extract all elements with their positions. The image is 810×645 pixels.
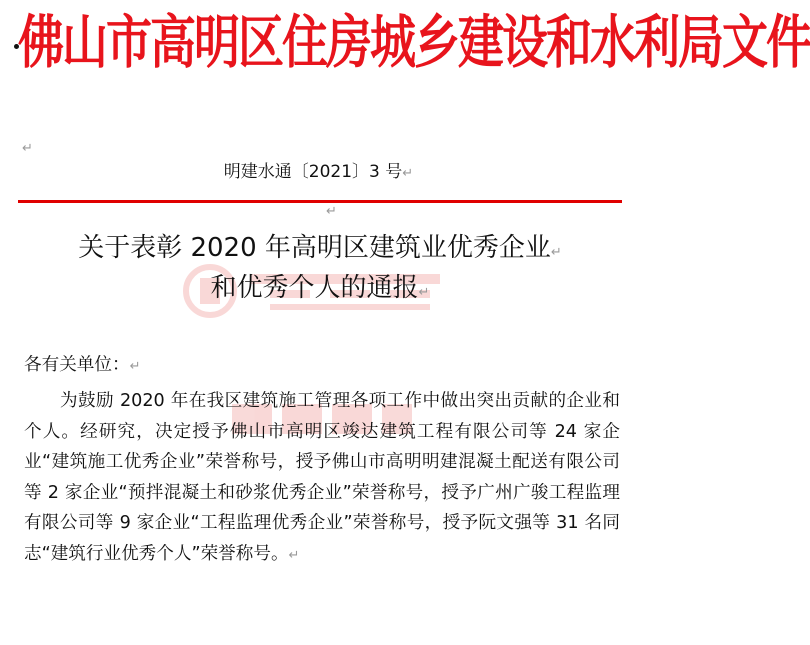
notice-title-line-1 [30, 228, 610, 268]
paragraph-mark: ↵ [326, 204, 337, 219]
notice-title-line-2 [30, 268, 610, 308]
notice-title-line-1-text: 关于表彰 2020 年高明区建筑业优秀企业 [78, 233, 551, 263]
document-number-text: 明建水通〔2021〕3 号 [223, 162, 403, 182]
paragraph-mark: ↵ [129, 359, 141, 374]
red-divider-rule [18, 200, 622, 203]
paragraph-mark: ↵ [402, 166, 414, 181]
greeting-text: 各有关单位： [24, 355, 130, 375]
agency-header-title: 佛山市高明区住房城乡建设和水利局文件 [18, 8, 810, 76]
greeting-line [24, 350, 620, 381]
paragraph-mark: ↵ [418, 285, 430, 300]
notice-title-line-2-text: 和优秀个人的通报 [210, 273, 419, 303]
paragraph-mark: ↵ [288, 547, 300, 563]
paragraph-mark: ↵ [22, 141, 33, 156]
paragraph-mark: ↵ [550, 245, 562, 260]
document-number [0, 160, 637, 184]
body-paragraph-text: 为鼓励 2020 年在我区建筑施工管理各项工作中做出突出贡献的企业和个人。经研究，决定授予佛山市高明区竣达建筑工程有限公司等 24 家企业“建筑施工优秀企业”荣誉称号，授予佛山市高明明建混凝土配送有限公司等 2 家企业“预拌混凝土和砂浆优秀企业”荣誉称号，授予广州广骏工程监理有限公司等 9 家企业“工程监理优秀企业”荣誉称号，授予阮文强等 31 名同志“建筑行业优秀个人”荣誉称号。 [24, 391, 620, 564]
body-paragraph [24, 386, 620, 569]
